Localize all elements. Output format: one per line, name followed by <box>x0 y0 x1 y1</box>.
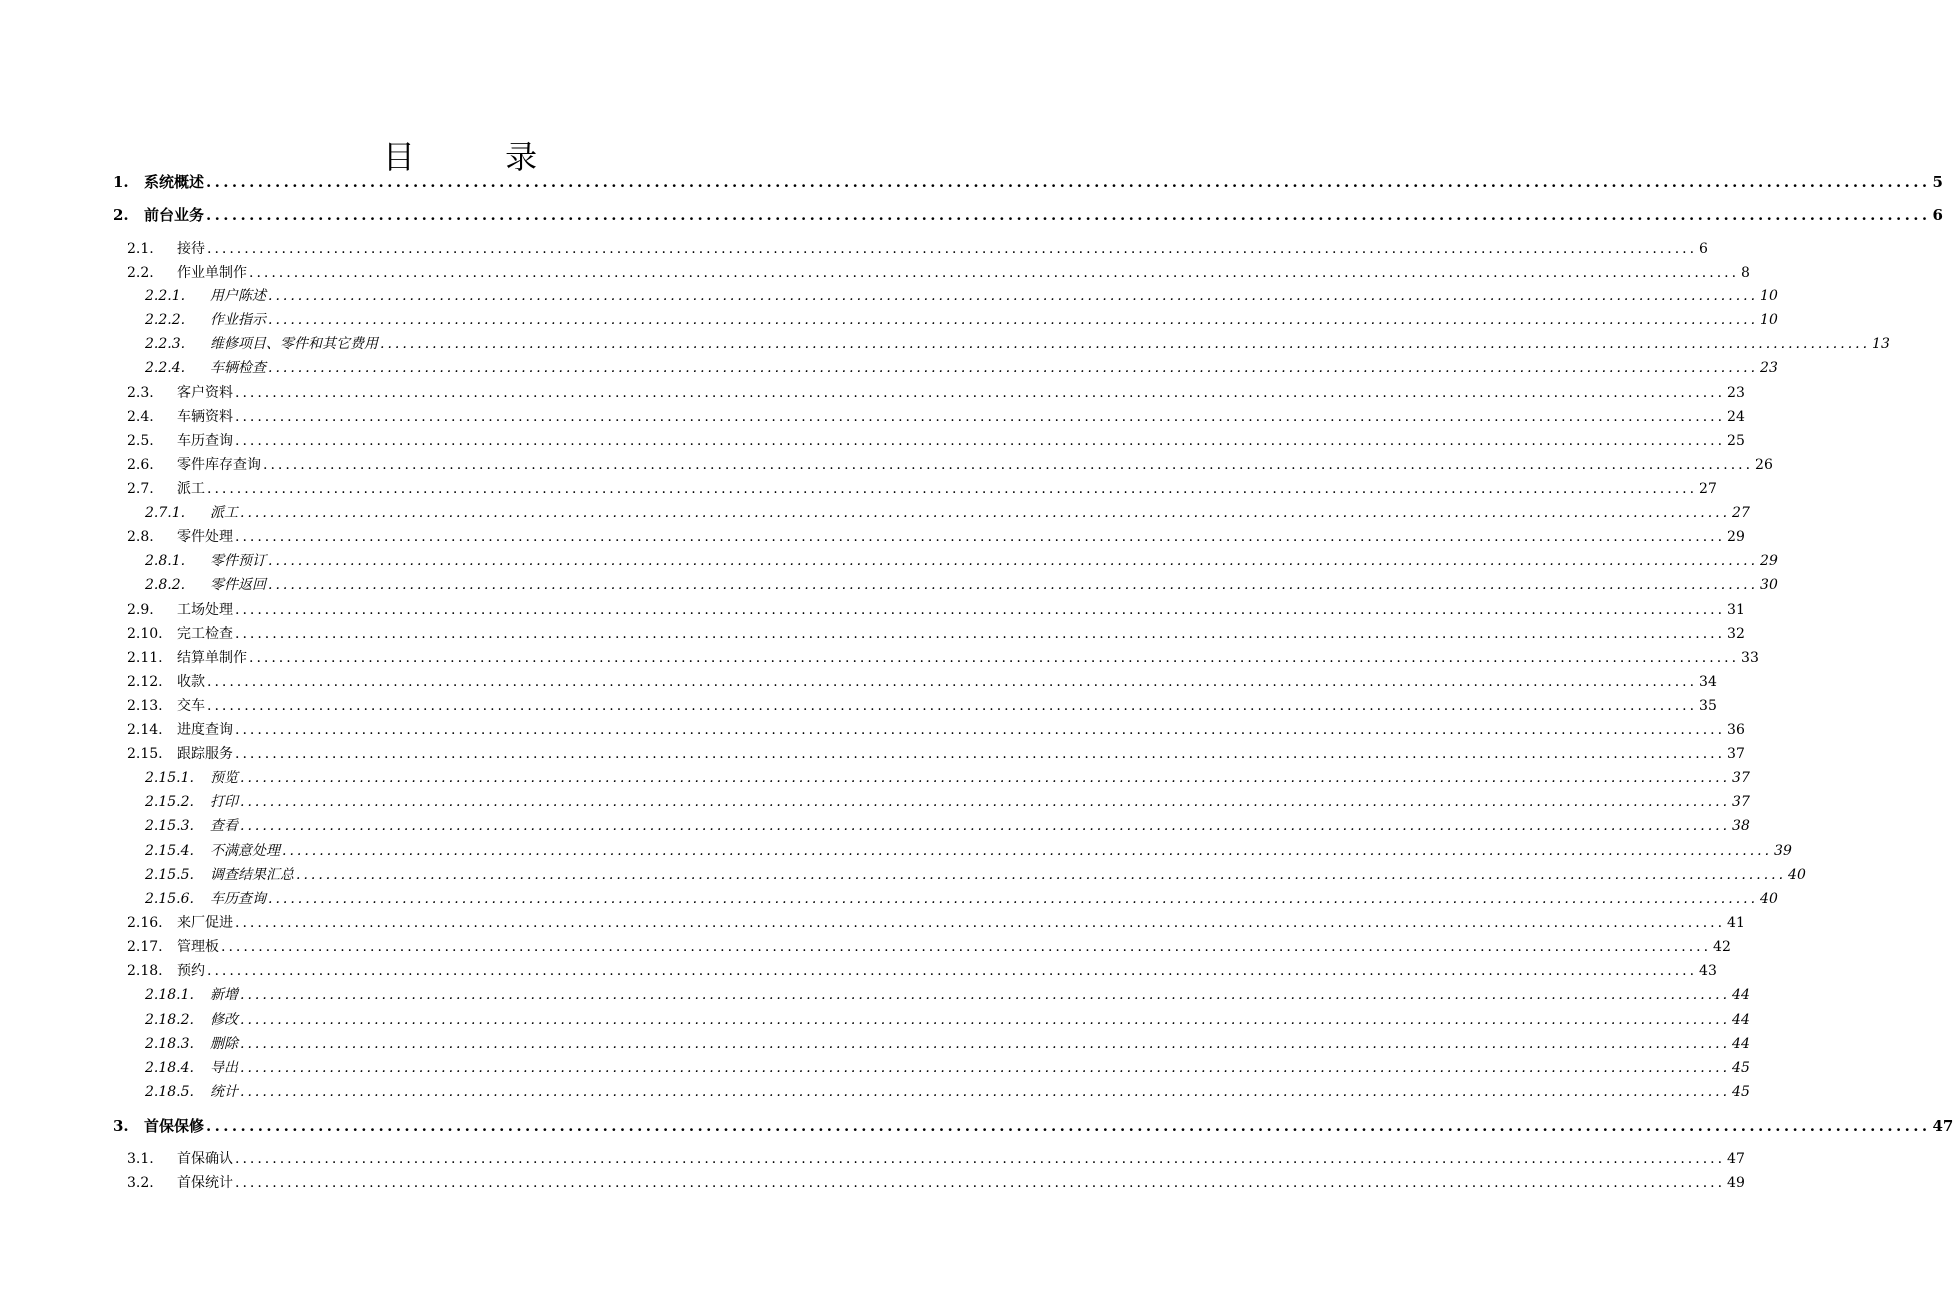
toc-entry-page: 24 <box>1727 409 1745 425</box>
toc-entry[interactable] <box>145 310 1778 332</box>
toc-entry[interactable] <box>127 672 1717 694</box>
toc-entry-page: 26 <box>1755 457 1773 473</box>
toc-entry-number: 2.15.4. <box>145 843 194 859</box>
toc-leader-dots: ........................................................................................................................................................................................................ <box>206 1117 1931 1135</box>
toc-entry-label: 结算单制作 <box>177 650 247 666</box>
toc-entry-number: 2.15.6. <box>145 891 194 907</box>
toc-entry-number: 2.14. <box>127 722 163 738</box>
toc-entry-page: 10 <box>1760 312 1778 328</box>
toc-leader-dots: ........................................................................................................................................................................................................ <box>235 433 1726 449</box>
toc-entry-page: 37 <box>1732 794 1750 810</box>
toc-entry-label: 车历查询 <box>210 891 266 907</box>
toc-entry-page: 10 <box>1760 288 1778 304</box>
toc-entry-label: 导出 <box>210 1060 238 1076</box>
toc-entry-number: 2.4. <box>127 409 154 425</box>
toc-entry-page: 37 <box>1727 746 1745 762</box>
toc-entry[interactable] <box>127 624 1745 646</box>
toc-entry[interactable] <box>127 431 1745 453</box>
toc-entry-number: 2.6. <box>127 457 154 473</box>
toc-entry-label: 作业指示 <box>210 312 266 328</box>
toc-entry[interactable] <box>127 937 1731 959</box>
toc-entry-label: 用户陈述 <box>210 288 266 304</box>
toc-entry[interactable] <box>127 744 1745 766</box>
toc-entry-label: 新增 <box>210 987 238 1003</box>
toc-entry-label: 车辆资料 <box>177 409 233 425</box>
toc-entry[interactable] <box>145 841 1792 863</box>
toc-entry-page: 38 <box>1732 818 1750 834</box>
toc-entry-page: 6 <box>1932 206 1943 224</box>
toc-entry-number: 2.13. <box>127 698 163 714</box>
toc-leader-dots: ........................................................................................................................................................................................................ <box>207 674 1698 690</box>
toc-entry-label: 调查结果汇总 <box>210 867 294 883</box>
toc-leader-dots: ........................................................................................................................................................................................................ <box>207 963 1698 979</box>
toc-entry-label: 查看 <box>210 818 238 834</box>
toc-entry-label: 首保统计 <box>177 1175 233 1191</box>
toc-entry-number: 2.2.3. <box>145 336 186 352</box>
toc-entry[interactable] <box>145 1082 1750 1104</box>
toc-leader-dots: ........................................................................................................................................................................................................ <box>268 360 1759 376</box>
toc-entry-page: 29 <box>1760 553 1778 569</box>
toc-entry-number: 2.16. <box>127 915 163 931</box>
toc-entry-page: 30 <box>1760 577 1778 593</box>
toc-entry-page: 49 <box>1727 1175 1745 1191</box>
toc-entry-page: 41 <box>1727 915 1745 931</box>
toc-entry[interactable] <box>145 889 1778 911</box>
toc-leader-dots: ........................................................................................................................................................................................................ <box>268 288 1759 304</box>
toc-entry-number: 2.2.1. <box>145 288 186 304</box>
toc-leader-dots: ........................................................................................................................................................................................................ <box>240 794 1731 810</box>
toc-entry-page: 37 <box>1732 770 1750 786</box>
toc-entry-number: 2.18. <box>127 963 163 979</box>
toc-entry[interactable] <box>127 407 1745 429</box>
toc-entry[interactable] <box>127 913 1745 935</box>
toc-entry-page: 44 <box>1732 987 1750 1003</box>
toc-leader-dots: ........................................................................................................................................................................................................ <box>235 385 1726 401</box>
toc-entry-number: 2.5. <box>127 433 154 449</box>
toc-leader-dots: ........................................................................................................................................................................................................ <box>206 206 1931 224</box>
toc-entry-label: 工场处理 <box>177 602 233 618</box>
toc-entry-number: 2.12. <box>127 674 163 690</box>
toc-entry-page: 5 <box>1932 173 1943 191</box>
toc-entry-page: 27 <box>1732 505 1750 521</box>
toc-entry-label: 车辆检查 <box>210 360 266 376</box>
toc-entry[interactable] <box>127 455 1773 477</box>
toc-entry-number: 3. <box>113 1117 129 1135</box>
toc-entry[interactable] <box>127 696 1717 718</box>
toc-entry-number: 1. <box>113 173 129 191</box>
toc-entry-number: 2.8.2. <box>145 577 186 593</box>
toc-entry-label: 跟踪服务 <box>177 746 233 762</box>
toc-entry[interactable] <box>145 985 1750 1007</box>
toc-entry-number: 2.15.2. <box>145 794 194 810</box>
toc-leader-dots: ........................................................................................................................................................................................................ <box>206 173 1931 191</box>
toc-entry-page: 32 <box>1727 626 1745 642</box>
toc-leader-dots: ........................................................................................................................................................................................................ <box>249 265 1740 281</box>
toc-entry-number: 2.2.2. <box>145 312 186 328</box>
toc-entry-number: 2.10. <box>127 626 163 642</box>
toc-leader-dots: ........................................................................................................................................................................................................ <box>296 867 1787 883</box>
toc-entry[interactable] <box>127 239 1708 261</box>
toc-entry-label: 派工 <box>177 481 205 497</box>
toc-entry[interactable] <box>145 334 1890 356</box>
toc-entry[interactable] <box>127 263 1750 285</box>
toc-entry[interactable] <box>127 720 1745 742</box>
toc-entry[interactable] <box>127 1149 1745 1171</box>
toc-entry[interactable] <box>127 1173 1745 1195</box>
toc-entry[interactable] <box>145 1058 1750 1080</box>
toc-entry-label: 收款 <box>177 674 205 690</box>
toc-entry[interactable] <box>145 286 1778 308</box>
toc-leader-dots: ........................................................................................................................................................................................................ <box>221 939 1712 955</box>
toc-entry-number: 2.2.4. <box>145 360 186 376</box>
toc-entry[interactable] <box>145 865 1806 887</box>
toc-leader-dots: ........................................................................................................................................................................................................ <box>235 915 1726 931</box>
toc-entry-number: 3.1. <box>127 1151 154 1167</box>
toc-entry[interactable] <box>127 527 1745 549</box>
toc-entry[interactable] <box>127 479 1717 501</box>
toc-leader-dots: ........................................................................................................................................................................................................ <box>240 505 1731 521</box>
toc-entry-page: 25 <box>1727 433 1745 449</box>
toc-entry-page: 35 <box>1699 698 1717 714</box>
toc-leader-dots: ........................................................................................................................................................................................................ <box>240 1036 1731 1052</box>
toc-entry-label: 管理板 <box>177 939 219 955</box>
toc-leader-dots: ........................................................................................................................................................................................................ <box>240 1084 1731 1100</box>
toc-entry-page: 27 <box>1699 481 1717 497</box>
toc-entry-label: 零件预订 <box>210 553 266 569</box>
toc-entry[interactable] <box>145 816 1750 838</box>
toc-entry[interactable] <box>145 768 1750 790</box>
toc-leader-dots: ........................................................................................................................................................................................................ <box>235 602 1726 618</box>
toc-leader-dots: ........................................................................................................................................................................................................ <box>235 1151 1726 1167</box>
toc-entry-label: 进度查询 <box>177 722 233 738</box>
toc-leader-dots: ........................................................................................................................................................................................................ <box>235 529 1726 545</box>
toc-entry-page: 29 <box>1727 529 1745 545</box>
toc-entry-number: 2.7. <box>127 481 154 497</box>
toc-entry-page: 36 <box>1727 722 1745 738</box>
toc-entry-page: 47 <box>1932 1117 1953 1135</box>
toc-entry-label: 客户资料 <box>177 385 233 401</box>
toc-leader-dots: ........................................................................................................................................................................................................ <box>249 650 1740 666</box>
toc-entry-label: 接待 <box>177 241 205 257</box>
toc-entry-number: 2.15.1. <box>145 770 194 786</box>
toc-entry-page: 34 <box>1699 674 1717 690</box>
toc-entry-page: 47 <box>1727 1151 1745 1167</box>
toc-entry[interactable] <box>113 205 1943 227</box>
toc-leader-dots: ........................................................................................................................................................................................................ <box>263 457 1754 473</box>
toc-entry-number: 2.7.1. <box>145 505 186 521</box>
toc-entry-label: 交车 <box>177 698 205 714</box>
toc-entry-label: 零件库存查询 <box>177 457 261 473</box>
toc-entry-number: 2.18.3. <box>145 1036 194 1052</box>
toc-entry-number: 2.2. <box>127 265 154 281</box>
toc-entry[interactable] <box>127 600 1745 622</box>
toc-entry-page: 44 <box>1732 1012 1750 1028</box>
toc-entry-page: 23 <box>1760 360 1778 376</box>
toc-leader-dots: ........................................................................................................................................................................................................ <box>240 1012 1731 1028</box>
toc-leader-dots: ........................................................................................................................................................................................................ <box>207 241 1698 257</box>
toc-entry-page: 45 <box>1732 1060 1750 1076</box>
toc-leader-dots: ........................................................................................................................................................................................................ <box>380 336 1871 352</box>
toc-entry-number: 2.15.3. <box>145 818 194 834</box>
toc-entry-page: 8 <box>1741 265 1750 281</box>
toc-leader-dots: ........................................................................................................................................................................................................ <box>282 843 1773 859</box>
toc-leader-dots: ........................................................................................................................................................................................................ <box>207 481 1698 497</box>
toc-leader-dots: ........................................................................................................................................................................................................ <box>240 987 1731 1003</box>
toc-entry-label: 完工检查 <box>177 626 233 642</box>
toc-entry-page: 6 <box>1699 241 1708 257</box>
toc-leader-dots: ........................................................................................................................................................................................................ <box>268 553 1759 569</box>
toc-leader-dots: ........................................................................................................................................................................................................ <box>268 577 1759 593</box>
toc-entry-page: 43 <box>1699 963 1717 979</box>
toc-leader-dots: ........................................................................................................................................................................................................ <box>235 626 1726 642</box>
toc-entry-number: 2. <box>113 206 129 224</box>
toc-entry-label: 统计 <box>210 1084 238 1100</box>
toc-entry-label: 预览 <box>210 770 238 786</box>
toc-entry-label: 首保确认 <box>177 1151 233 1167</box>
toc-leader-dots: ........................................................................................................................................................................................................ <box>240 1060 1731 1076</box>
toc-entry-page: 45 <box>1732 1084 1750 1100</box>
toc-entry[interactable] <box>145 1034 1750 1056</box>
toc-entry-number: 2.3. <box>127 385 154 401</box>
toc-leader-dots: ........................................................................................................................................................................................................ <box>235 409 1726 425</box>
toc-entry-number: 2.18.2. <box>145 1012 194 1028</box>
toc-entry-number: 2.18.5. <box>145 1084 194 1100</box>
toc-entry-number: 2.15. <box>127 746 163 762</box>
toc-leader-dots: ........................................................................................................................................................................................................ <box>240 818 1731 834</box>
toc-leader-dots: ........................................................................................................................................................................................................ <box>268 312 1759 328</box>
toc-entry-page: 23 <box>1727 385 1745 401</box>
toc-entry-label: 前台业务 <box>144 206 205 224</box>
toc-entry-page: 40 <box>1760 891 1778 907</box>
toc-entry-number: 2.15.5. <box>145 867 194 883</box>
toc-leader-dots: ........................................................................................................................................................................................................ <box>235 746 1726 762</box>
toc-entry-page: 44 <box>1732 1036 1750 1052</box>
toc-entry-page: 13 <box>1872 336 1890 352</box>
toc-entry-label: 维修项目、零件和其它费用 <box>210 336 378 352</box>
toc-title: 目 录 <box>382 138 578 177</box>
toc-entry-label: 打印 <box>210 794 238 810</box>
toc-entry-label: 不满意处理 <box>210 843 280 859</box>
toc-leader-dots: ........................................................................................................................................................................................................ <box>235 1175 1726 1191</box>
toc-entry-label: 删除 <box>210 1036 238 1052</box>
toc-entry-page: 31 <box>1727 602 1745 618</box>
toc-entry[interactable] <box>127 961 1717 983</box>
toc-entry-label: 车历查询 <box>177 433 233 449</box>
toc-entry-number: 2.17. <box>127 939 163 955</box>
toc-entry[interactable] <box>113 1116 1953 1138</box>
toc-entry-label: 首保保修 <box>144 1117 205 1135</box>
toc-entry-label: 系统概述 <box>144 173 205 191</box>
toc-entry-number: 2.8. <box>127 529 154 545</box>
toc-entry-label: 作业单制作 <box>177 265 247 281</box>
toc-entry-number: 2.18.1. <box>145 987 194 1003</box>
toc-leader-dots: ........................................................................................................................................................................................................ <box>235 722 1726 738</box>
toc-entry-number: 2.11. <box>127 650 163 666</box>
toc-entry-number: 2.18.4. <box>145 1060 194 1076</box>
toc-entry-label: 零件返回 <box>210 577 266 593</box>
toc-entry[interactable] <box>127 383 1745 405</box>
toc-entry-number: 2.1. <box>127 241 154 257</box>
toc-entry-page: 40 <box>1788 867 1806 883</box>
toc-entry-page: 39 <box>1774 843 1792 859</box>
toc-entry-label: 派工 <box>210 505 238 521</box>
toc-leader-dots: ........................................................................................................................................................................................................ <box>268 891 1759 907</box>
toc-entry[interactable] <box>145 358 1778 380</box>
toc-entry[interactable] <box>145 792 1750 814</box>
toc-entry-label: 零件处理 <box>177 529 233 545</box>
toc-entry[interactable] <box>113 172 1943 194</box>
toc-entry-number: 2.8.1. <box>145 553 186 569</box>
toc-entry-label: 预约 <box>177 963 205 979</box>
toc-entry-page: 33 <box>1741 650 1759 666</box>
toc-entry-number: 3.2. <box>127 1175 154 1191</box>
toc-entry[interactable] <box>145 575 1778 597</box>
toc-entry[interactable] <box>127 648 1759 670</box>
toc-entry[interactable] <box>145 503 1750 525</box>
toc-leader-dots: ........................................................................................................................................................................................................ <box>240 770 1731 786</box>
toc-leader-dots: ........................................................................................................................................................................................................ <box>207 698 1698 714</box>
toc-entry-number: 2.9. <box>127 602 154 618</box>
toc-entry-page: 42 <box>1713 939 1731 955</box>
toc-entry[interactable] <box>145 1010 1750 1032</box>
toc-entry-label: 来厂促进 <box>177 915 233 931</box>
toc-entry-label: 修改 <box>210 1012 238 1028</box>
toc-entry[interactable] <box>145 551 1778 573</box>
